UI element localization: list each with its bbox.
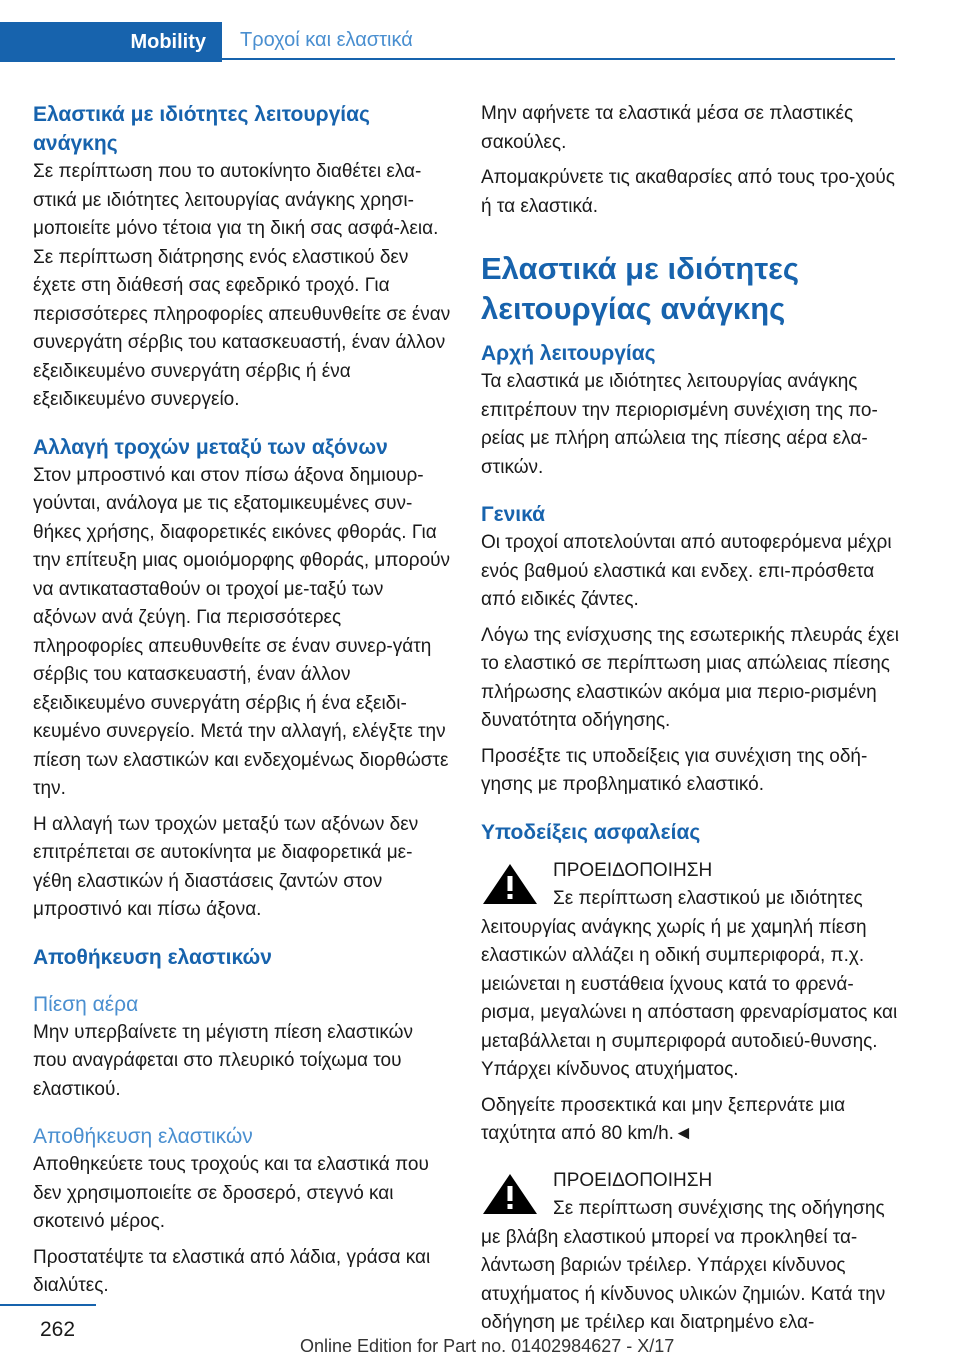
heading-tire-storage-sub: Αποθήκευση ελαστικών (33, 1125, 253, 1148)
heading-tire-storage: Αποθήκευση ελαστικών (33, 945, 272, 969)
heading-principle: Αρχή λειτουργίας (481, 342, 656, 365)
edition-note: Online Edition for Part no. 01402984627 - X/17 (300, 1336, 675, 1356)
paragraph-storage-1: Αποθηκεύετε τους τροχούς και τα ελαστικά που δεν χρησιμοποιείτε σε δροσερό, στεγνό και σκοτεινό μέρος. (33, 1154, 429, 1232)
footer-rule (0, 1304, 96, 1306)
paragraph-plastic-bags: Μην αφήνετε τα ελαστικά μέσα σε πλαστικές σακούλες. (481, 103, 854, 153)
warning-triangle-icon (481, 1172, 539, 1216)
warning-block-1 (481, 857, 899, 1085)
warning-title-1: ΠΡΟΕΙΔΟΠΟΙΗΣΗ (553, 859, 713, 881)
paragraph-remove-dirt: Απομακρύνετε τις ακαθαρσίες από τους τρο-χούς ή τα ελαστικά. (481, 167, 895, 217)
heading-emergency-tires: Ελαστικά με ιδιότητες λειτουργίας ανάγκης (33, 103, 370, 155)
chapter-tab: Mobility (0, 22, 222, 62)
paragraph-principle: Τα ελαστικά με ιδιότητες λειτουργίας ανάγκης επιτρέπουν την περιορισμένη συνέχιση της πο-ρείας με πλήρη απώλεια της πίεσης αέρα ελα-στικών. (481, 371, 878, 478)
heading-wheel-swap: Αλλαγή τροχών μεταξύ των αξόνων (33, 435, 388, 459)
page-header (0, 22, 895, 62)
section-tab: Τροχοί και ελαστικά (222, 22, 895, 60)
warning-triangle-icon (481, 862, 539, 906)
page-number: 262 (40, 1318, 76, 1341)
paragraph-general-3: Προσέξτε τις υποδείξεις για συνέχιση της οδή-γησης με προβληματικό ελαστικό. (481, 745, 868, 795)
warning-text-2: Σε περίπτωση συνέχισης της οδήγησης με βλάβη ελαστικού μπορεί να προκληθεί τα-λάντωση βαριών τρέιλερ. Υπάρχει κίνδυνος ατυχήματος ή κίνδυνος υλικών ζημιών. Κατά την οδήγηση με τρέιλερ και διατρημένο ελα- (481, 1198, 886, 1333)
paragraph-wheel-swap-2: Η αλλαγή των τροχών μεταξύ των αξόνων δεν επιτρέπεται σε αυτοκίνητα με διαφορετικά με-γέθη ελαστικών ή διαστάσεις ζαντών στον μπροστινό και πίσω άξονα. (33, 813, 419, 920)
paragraph-wheel-swap-1: Στον μπροστινό και στον πίσω άξονα δημιουρ-γούνται, ανάλογα με τις εξατομικευμένες συν-θήκες χρήσης, διαφορετικές εικόνες φθοράς. Για την επίτευξη μιας ομοιόμορφης φθοράς, μπορούν να αντικατασταθούν οι τροχοί με-ταξύ των αξόνων ανά ζεύγη. Για περισσότερες πληροφορίες απευθυνθείτε σε έναν συνερ-γάτη σέρβις του κατασκευαστή, έναν άλλον εξειδικευμένο συνεργάτη σέρβις ή ένα εξειδι-κευμένο συνεργείο. Μετά την αλλαγή, ελέγξτε την πίεση των ελαστικών και ενδεχομένως διορθώστε την. (33, 464, 451, 799)
paragraph-general-1: Οι τροχοί αποτελούνται από αυτοφερόμενα μέχρι ενός βαθμού ελαστικά και ενδεχ. επι-πρόσθετα από ειδικές ζάντες. (481, 532, 892, 610)
warning-block-2 (481, 1167, 899, 1338)
paragraph-storage-2: Προστατέψτε τα ελαστικά από λάδια, γράσα και διαλύτες. (33, 1246, 431, 1296)
warning-text-1: Σε περίπτωση ελαστικού με ιδιότητες λειτουργίας ανάγκης χωρίς ή με χαμηλή πίεση ελαστικών αλλάζει η οδική συμπεριφορά, π.χ. μειώνεται η ευστάθεια ίχνους κατά το φρενά-ρισμα, μεγαλώνει η απόσταση φρεναρίσματος και μεταβάλλεται η συμπεριφορά αυτοδιεύ-θυνσης. Υπάρχει κίνδυνος ατυχήματος. (481, 888, 898, 1080)
paragraph-emergency-tires: Σε περίπτωση που το αυτοκίνητο διαθέτει ελα-στικά με ιδιότητες λειτουργίας ανάγκης χρησι-μοποιείτε μόνο τέτοια για τη δική σας ασφά-λεια. Σε περίπτωση διάτρησης ενός ελαστικού δεν έχετε στη διάθεσή σας εφεδρικό τροχό. Για περισσότερες πληροφορίες απευθυνθείτε σε έναν συνεργάτη σέρβις του κατασκευαστή, έναν άλλον εξειδικευμένο συνεργάτη σέρβις ή ένα εξειδικευμένο συνεργείο. (33, 161, 451, 410)
paragraph-air-pressure: Μην υπερβαίνετε τη μέγιστη πίεση ελαστικών που αναγράφεται στο πλευρικό τοίχωμα του ελαστικού. (33, 1021, 413, 1100)
warning-title-2: ΠΡΟΕΙΔΟΠΟΙΗΣΗ (553, 1169, 713, 1191)
heading-runflat-tires: Ελαστικά με ιδιότητες λειτουργίας ανάγκης (481, 251, 800, 326)
warning-text-1b: Οδηγείτε προσεκτικά και μην ξεπερνάτε μια ταχύτητα από 80 km/h.◄ (481, 1094, 846, 1144)
heading-safety-notes: Υποδείξεις ασφαλείας (481, 820, 701, 844)
right-column (481, 100, 899, 1338)
paragraph-general-2: Λόγω της ενίσχυσης της εσωτερικής πλευράς έχει το ελαστικό σε περίπτωση μιας απώλειας πίεσης πλήρωσης ελαστικών ακόμα μια περιο-ρισμένη δυνατότητα οδήγησης. (481, 624, 899, 731)
heading-air-pressure: Πίεση αέρα (33, 992, 139, 1016)
left-column (33, 100, 451, 1301)
heading-general: Γενικά (481, 503, 546, 526)
